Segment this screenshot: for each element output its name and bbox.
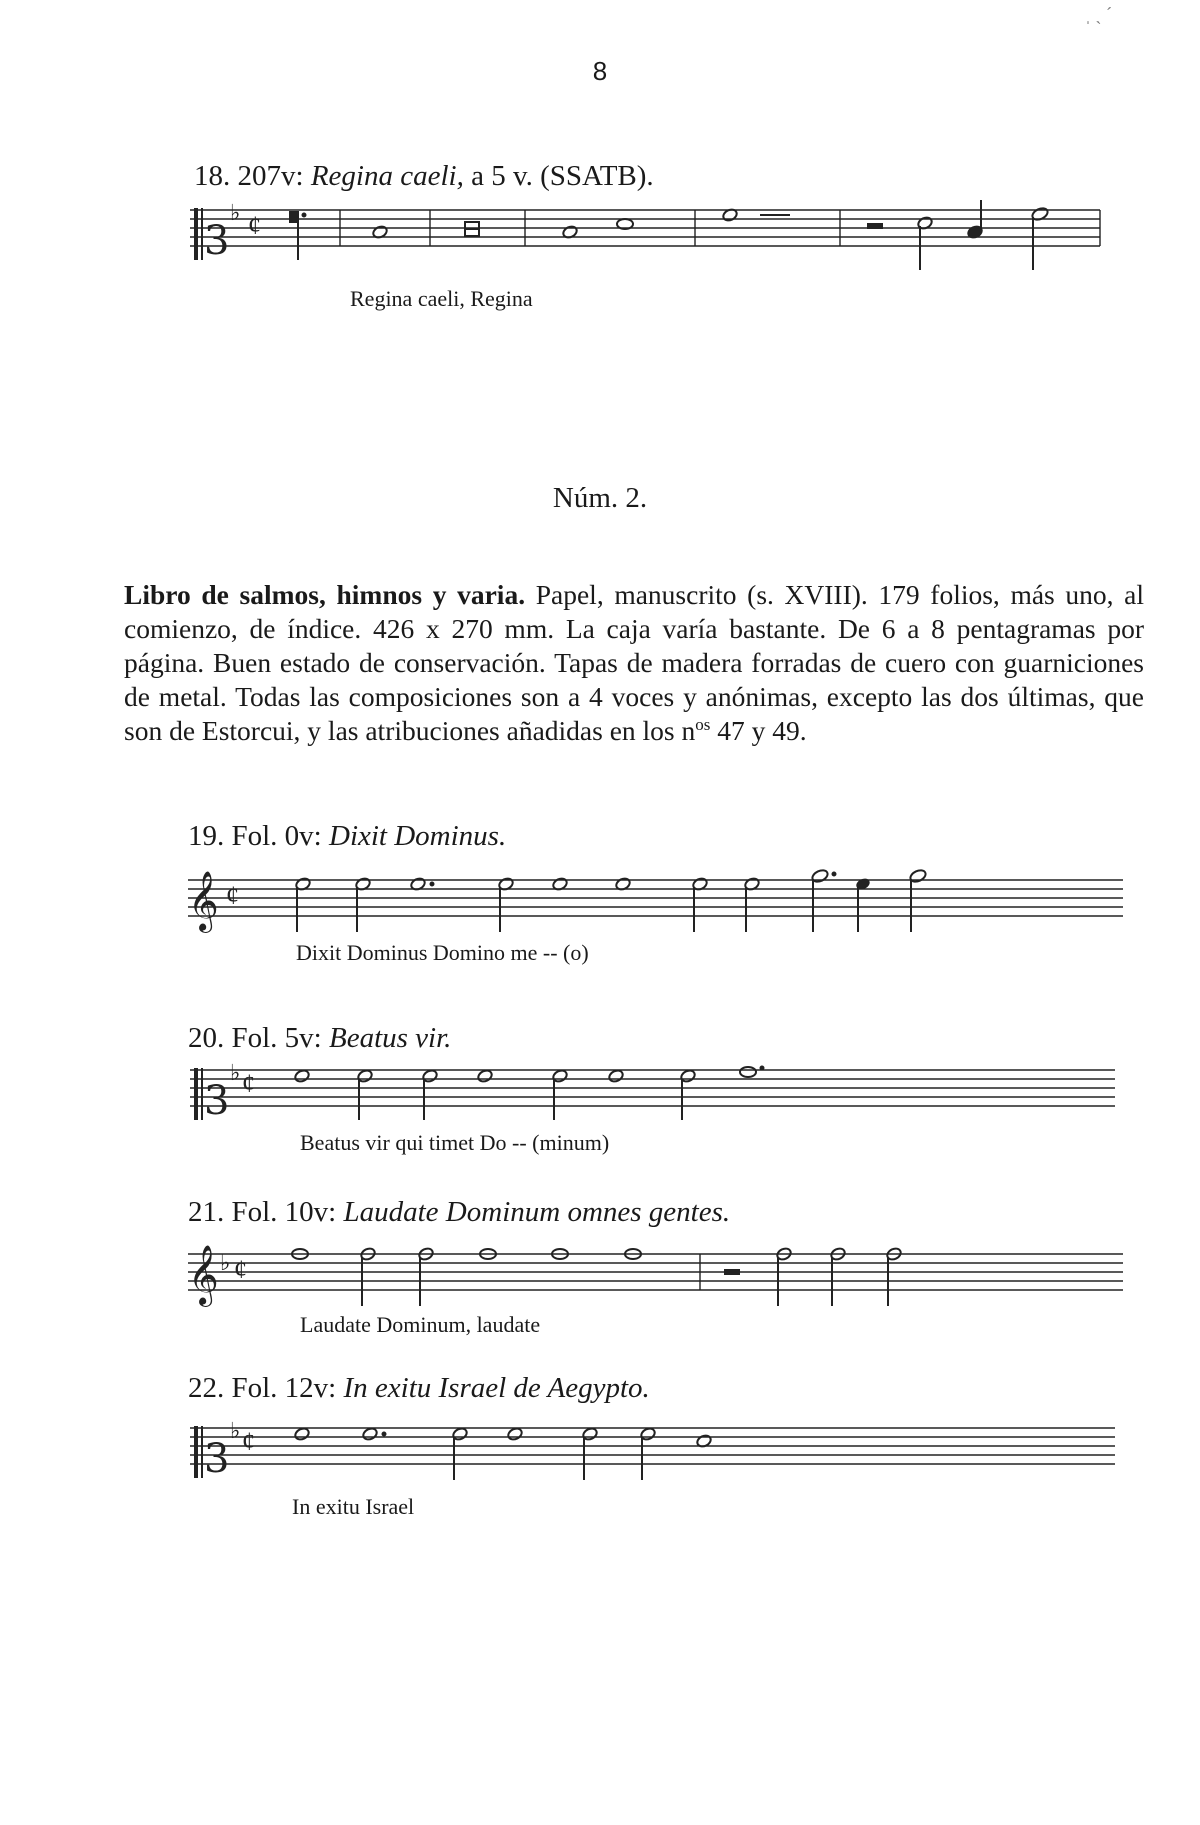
treble-clef-icon: 𝄞 — [188, 1247, 219, 1304]
description-tail: 47 y 49. — [710, 715, 807, 746]
cut-time-icon: ¢ — [226, 881, 239, 910]
entry-title: Beatus vir. — [329, 1022, 452, 1054]
catalog-description — [124, 578, 1144, 748]
c-clef-icon — [194, 1426, 229, 1482]
svg-text:3: 3 — [204, 1436, 230, 1482]
treble-clef-icon: 𝄞 — [188, 873, 219, 930]
entry-folio: Fol. 12v: — [231, 1372, 337, 1404]
scan-artifact: ˌ ˏ ˊ — [1085, 4, 1112, 24]
entry-folio: Fol. 0v: — [231, 820, 322, 852]
staff-20 — [180, 1060, 1120, 1140]
entry-folio: Fol. 10v: — [231, 1196, 337, 1228]
flat-icon: ♭ — [230, 1418, 241, 1443]
music-incipit-21 — [188, 1236, 1128, 1316]
flat-icon: ♭ — [230, 1060, 241, 1085]
svg-text:3: 3 — [204, 1078, 230, 1124]
flat-icon: ♭ — [230, 200, 241, 225]
description-lead: Libro de salmos, himnos y varia. — [124, 579, 526, 610]
entry-title: Dixit Dominus. — [329, 820, 507, 852]
cut-time-icon: ¢ — [242, 1069, 255, 1098]
music-incipit-20 — [180, 1060, 1120, 1140]
entry-number: 19. — [188, 820, 225, 852]
lyric-19: Dixit Dominus Domino me -- (o) — [296, 940, 589, 965]
music-incipit-22 — [180, 1414, 1120, 1494]
staff-22 — [180, 1414, 1120, 1494]
entry-folio: 207v: — [237, 160, 304, 192]
lyric-21: Laudate Dominum, laudate — [300, 1312, 541, 1337]
page-number: 8 — [592, 56, 608, 86]
staff-21 — [188, 1236, 1128, 1316]
lyric-18: Regina caeli, Regina — [350, 286, 533, 311]
description-superscript: os — [695, 714, 711, 734]
cut-time-icon: ¢ — [248, 211, 261, 240]
staff-18 — [180, 200, 1110, 280]
cut-time-icon: ¢ — [242, 1427, 255, 1456]
flat-icon: ♭ — [220, 1250, 231, 1275]
entry-title: In exitu Israel de Aegypto. — [343, 1372, 650, 1404]
cut-time-icon: ¢ — [234, 1255, 247, 1284]
entry-folio: Fol. 5v: — [231, 1022, 322, 1054]
description-body: Papel, manuscrito (s. XVIII). 179 folios, más uno, al comienzo, de índice. 426 x 270 mm. La caja varía bastante. De 6 a 8 pentagramas por página. Buen estado de conservación. Tapas de madera forradas de cuero con guarniciones de metal. Todas las composiciones son a 4 voces y anónimas, excepto las dos últimas, que son de Estorcui, y las atribuciones añadidas en los n — [124, 579, 1144, 746]
entry-number: 20. — [188, 1022, 225, 1054]
entry-heading-21 — [188, 1196, 730, 1229]
c-clef-icon — [194, 208, 229, 264]
entry-number: 18. — [194, 160, 231, 192]
lyric-20: Beatus vir qui timet Do -- (minum) — [300, 1130, 610, 1155]
section-title: Núm. 2. — [552, 482, 648, 514]
lyric-22: In exitu Israel — [292, 1494, 415, 1519]
entry-number: 22. — [188, 1372, 225, 1404]
entry-heading-20 — [188, 1022, 451, 1055]
entry-heading-19 — [188, 820, 506, 853]
svg-text:3: 3 — [204, 218, 230, 264]
entry-suffix: a 5 v. (SSATB). — [471, 160, 654, 192]
c-clef-icon — [194, 1068, 229, 1124]
entry-heading-18 — [194, 160, 654, 193]
entry-title: Laudate Dominum omnes gentes. — [343, 1196, 731, 1228]
music-incipit-18 — [180, 200, 1110, 280]
entry-heading-22 — [188, 1372, 650, 1405]
staff-19 — [188, 862, 1128, 942]
entry-number: 21. — [188, 1196, 225, 1228]
entry-title: Regina caeli, — [310, 160, 464, 192]
music-incipit-19 — [188, 862, 1128, 942]
